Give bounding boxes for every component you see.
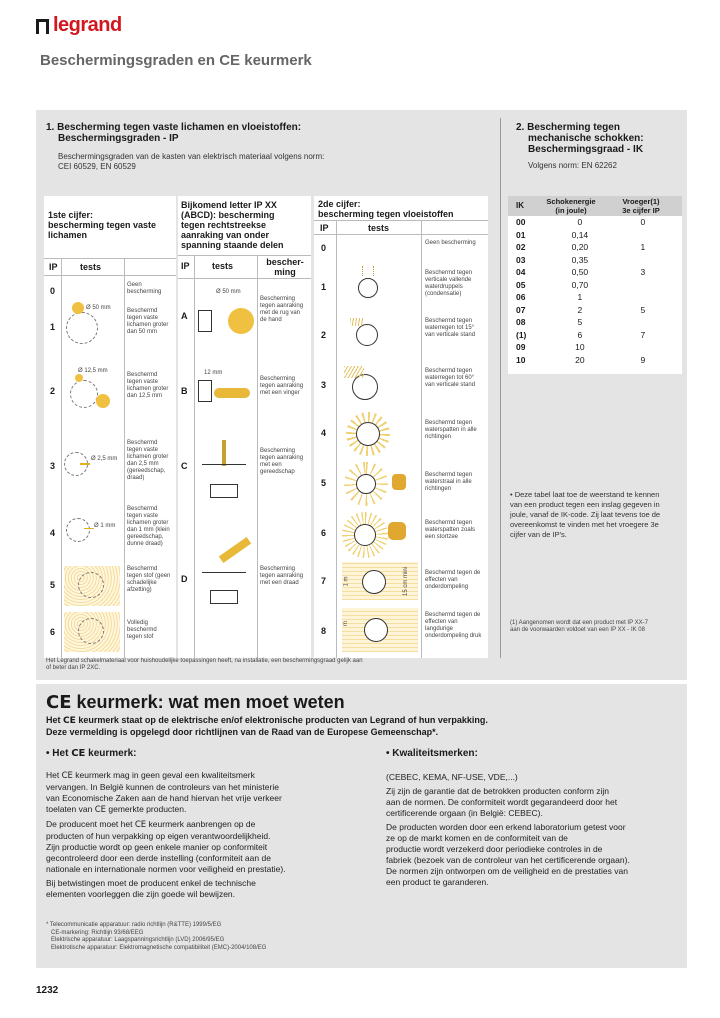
sd-1-enclosure-icon [358, 278, 378, 298]
fd-dim-1: Ø 50 mm [86, 305, 111, 311]
first-digit-header-rule [44, 275, 176, 276]
ik-joule: 1 [577, 292, 583, 303]
section-divider [500, 118, 501, 658]
fd-desc-1: Beschermd tegen vaste lichamen groter dan 50 mm [127, 308, 169, 335]
ce-p1 [46, 770, 366, 816]
sd-ip-3: 3 [321, 380, 327, 390]
ce-p1-a: Het [46, 770, 60, 780]
second-digit-col-tests: tests [368, 223, 390, 233]
sd-2-rain-icon [350, 318, 364, 326]
ce-r2-line2: aan de normen. De conformiteit wordt gegarandeerd door het [386, 797, 618, 807]
fd-test-4-wire-icon [84, 528, 94, 529]
second-digit-title-line2: bescherming tegen vloeistoffen [318, 209, 454, 219]
ik-note [510, 490, 682, 540]
sd-desc-1: Beschermd tegen verticale vallende waterdruppels (condensatie) [425, 270, 473, 297]
lt-D-box-icon [210, 590, 238, 604]
ik-joule: 0,70 [571, 279, 589, 290]
letter-title-line5: spanning staande delen [181, 240, 284, 250]
ce-p3-line2: elementen voorleggen die zijn goede wil bewijzen. [46, 889, 236, 899]
sd-desc-7: Beschermd tegen de effecten van onderdompeling [425, 570, 481, 590]
lt-desc-D: Bescherming tegen aanraking met een draad [260, 566, 304, 586]
ik-row [516, 254, 680, 267]
ik-code: 00 [516, 217, 526, 228]
section1-heading-line2: Beschermingsgraden - IP [58, 133, 179, 144]
ik-row [516, 266, 680, 279]
ik-code: 10 [516, 354, 526, 365]
ce-fn4: Elektrotische apparatuur: Elektromagnetische compatibiliteit (EMC)-2004/108/EG [51, 944, 267, 951]
first-digit-vline-ip [61, 258, 62, 658]
sd-7-enclosure-icon [362, 570, 386, 594]
sd-desc-2: Beschermd tegen waterregen tot 15° van verticale stand [425, 318, 476, 338]
ik-col-prev-line1: Vroeger(1) [622, 197, 660, 206]
ce-mark-icon: CE [94, 805, 107, 815]
lt-desc-C: Bescherming tegen aanraking met een gereedschap [260, 448, 304, 475]
ik-joule: 0,35 [571, 254, 589, 265]
sd-7-dim-15cm: 15 cm mini [403, 566, 410, 597]
lt-desc-A: Bescherming tegen aanraking met de rug van de hand [260, 296, 304, 323]
fd-test-2-finger-icon [75, 374, 83, 382]
ik-code: 03 [516, 254, 526, 265]
ce-fn1: * Telecommunicatie apparatuur: radio richtlijn (R&TTE) 1999/5/EG [46, 922, 222, 928]
sd-1-drops-icon [362, 266, 374, 276]
ik-rows [516, 216, 680, 366]
sd-ip-6: 6 [321, 528, 327, 538]
ik-col-ik: IK [516, 201, 524, 210]
ce-fn2: CE-markering: Richtlijn 93/68/EEG [51, 929, 144, 936]
ik-footnote [510, 620, 682, 634]
fd-test-1-ball-icon [72, 302, 84, 314]
ce-mark-icon: CE [61, 771, 73, 781]
ce-r3-line2: ze op de markt komen en de conformiteit van de [386, 833, 568, 843]
sd-6-person-icon [388, 522, 406, 540]
lt-C-line [202, 464, 246, 465]
letter-col-prot: bescher-ming [266, 257, 304, 277]
ik-prev: 0 [640, 217, 646, 228]
section1-intro-line2: CEI 60529, EN 60529 [58, 162, 136, 171]
ce-mark-icon: CE [134, 820, 147, 830]
ik-row [516, 291, 680, 304]
ik-code: 08 [516, 317, 526, 328]
fd-ip-4: 4 [50, 528, 56, 538]
ik-joule: 0,14 [571, 229, 589, 240]
fd-test-3-wire-icon [80, 463, 90, 465]
second-digit-header-rule [314, 234, 488, 235]
fd-test-2-test-finger-icon [96, 394, 110, 408]
ce-right-heading: • Kwaliteitsmerken: [386, 748, 478, 759]
ik-code: 07 [516, 304, 526, 315]
ce-r2 [386, 786, 686, 819]
ce-p2-line4: gecontroleerd door een derde instelling (conformiteit aan de [46, 853, 271, 863]
fd-desc-2: Beschermd tegen vaste lichamen groter dan 12,5 mm [127, 372, 169, 399]
ce-r3 [386, 822, 686, 888]
ik-code: 04 [516, 267, 526, 278]
ce-p2-line3: Zijn productie wordt op geen enkele manier op conformiteit [46, 842, 268, 852]
first-digit-title [48, 210, 156, 240]
first-digit-title-line2: bescherming tegen vaste [48, 220, 157, 230]
ik-code: 09 [516, 342, 526, 353]
ik-joule: 20 [575, 354, 585, 365]
sd-ip-2: 2 [321, 330, 327, 340]
sd-ip-7: 7 [321, 576, 327, 586]
letter-title [181, 200, 284, 250]
second-digit-divider [314, 220, 488, 221]
fd-test-2-circle [70, 380, 98, 408]
ce-title [46, 692, 345, 713]
section2-heading-line3: Beschermingsgraad - IK [528, 144, 644, 155]
ce-mark-icon: CE [46, 692, 72, 713]
ce-p2-a: De producent moet het [46, 819, 133, 829]
sd-3-rain-icon [344, 366, 364, 378]
ce-r2-line1: Zij zijn de garantie dat de betrokken producten conform zijn [386, 786, 610, 796]
sd-6-enclosure-icon [354, 524, 376, 546]
ce-p1-line1 [46, 770, 366, 782]
second-digit-title [318, 199, 454, 219]
letter-title-line1: Bijkomend letter IP XX [181, 200, 277, 210]
ik-code: 02 [516, 242, 526, 253]
lt-ip-C: C [181, 461, 188, 471]
ik-note-line4: overeenkomst te vinden met het vroegere 3e [510, 520, 659, 529]
fd-dim-4: Ø 1 mm [94, 523, 116, 529]
section1-intro [58, 152, 324, 172]
ce-mark-icon: CE [63, 716, 76, 726]
sd-4-enclosure-icon [356, 422, 380, 446]
ik-prev: 3 [640, 267, 646, 278]
lt-dim-B: 12 mm [204, 370, 223, 376]
lt-C-screwdriver-icon [222, 440, 226, 466]
ce-left-head-post: keurmerk: [88, 748, 137, 759]
ik-prev: 5 [640, 304, 646, 315]
fd-ip-6: 6 [50, 627, 56, 637]
fd-dim-3: Ø 2,5 mm [91, 456, 118, 462]
ik-prev: 1 [640, 242, 646, 253]
ip-bottom-note-line1: Het Legrand schakelmateriaal voor huishoudelijke toepassingen heeft, na installatie, een beschermingsgraad gelijk aan [46, 658, 363, 664]
ik-joule: 0,50 [571, 267, 589, 278]
ce-r1: (CEBEC, KEMA, NF-USE, VDE,...) [386, 772, 518, 782]
sd-ip-5: 5 [321, 478, 327, 488]
ik-footnote-line2: aan de voorwaarden voldoet van een IP XX - IK 08 [510, 627, 645, 633]
ce-p1-f: gemerkte producten. [108, 804, 187, 814]
ik-col-prev [604, 197, 678, 215]
first-digit-title-line1: 1ste cijfer: [48, 210, 94, 220]
ik-code: (1) [516, 329, 527, 340]
ce-left-body [46, 770, 366, 900]
ce-p1-b: keurmerk mag in geen geval een kwaliteitsmerk [75, 770, 255, 780]
section2-heading-line1: 2. Bescherming tegen [516, 122, 620, 133]
ik-footnote-line1: (1) Aangenomen wordt dat een product met IP XX-7 [510, 620, 648, 626]
ce-r3-line6: een product te garanderen. [386, 877, 489, 887]
ik-prev: 9 [640, 354, 646, 365]
ik-joule: 6 [577, 329, 583, 340]
ce-fn3: Elektrische apparatuur: Laagspanningsrichtlijn (LVD) 2006/95/EG [51, 937, 225, 943]
legrand-logo-mark-icon [36, 19, 49, 34]
letter-header-rule [178, 278, 311, 279]
ce-r3-line1: De producten worden door een erkend laboratorium getest voor [386, 822, 626, 832]
sd-5-person-icon [392, 474, 406, 490]
fd-ip-2: 2 [50, 386, 56, 396]
sd-desc-6: Beschermd tegen waterspatten zoals een stortzee [425, 520, 476, 540]
ik-row [516, 341, 680, 354]
ik-note-line5: cijfer van de IP's. [510, 530, 567, 539]
brand-name: legrand [53, 14, 122, 36]
ce-p1-e: toelaten van [46, 804, 93, 814]
ik-row [516, 354, 680, 367]
ce-r3-line4: fabriek (bezoek van de controleur van het certificerende orgaan). [386, 855, 630, 865]
ce-left-head-pre: • Het [46, 748, 69, 759]
section2-norm: Volgens norm: EN 62262 [528, 161, 617, 170]
ik-note-line3: joule, vanaf de IK-code. Zij laat tevens toe de [510, 510, 661, 519]
ik-code: 06 [516, 292, 526, 303]
fd-desc-5: Beschermd tegen stof (geen schadelijke afzetting) [127, 566, 171, 593]
ik-col-energy-line2: (in joule) [555, 206, 587, 215]
ce-p2-b: keurmerk aanbrengen op de [148, 819, 256, 829]
ce-p2 [46, 819, 366, 875]
section2-heading [516, 122, 644, 155]
page-number: 1232 [36, 985, 59, 996]
letter-vline-ip [194, 255, 195, 658]
lt-ip-D: D [181, 574, 188, 584]
section1-intro-line1: Beschermingsgraden van de kasten van elektrisch materiaal volgens norm: [58, 152, 325, 161]
letter-divider [178, 255, 311, 256]
ce-p2-line1 [46, 819, 366, 831]
ce-right-body [386, 772, 686, 888]
section1-heading [46, 122, 301, 144]
fd-ip-1: 1 [50, 322, 56, 332]
ce-p2-line5: nationale en internationale normen voor veiligheid en prestatie). [46, 864, 286, 874]
lt-A-box-icon [198, 310, 212, 332]
fd-desc-4: Beschermd tegen vaste lichamen groter dan 1 mm (klein gereedschap, dunne draad) [127, 506, 170, 547]
fd-desc-6: Volledig beschermd tegen stof [127, 620, 157, 640]
ik-prev: 7 [640, 329, 646, 340]
letter-title-line3: tegen rechtstreekse [181, 220, 267, 230]
lt-ip-B: B [181, 386, 188, 396]
sd-ip-1: 1 [321, 282, 327, 292]
second-digit-title-line1: 2de cijfer: [318, 199, 361, 209]
ce-r3-line5: De normen zijn ontworpen om de veiligheid en de prestaties van [386, 866, 628, 876]
ce-intro1-pre: Het [46, 715, 61, 725]
ik-row [516, 216, 680, 229]
second-digit-col-ip: IP [320, 223, 329, 233]
ik-joule: 2 [577, 304, 583, 315]
sd-5-enclosure-icon [356, 474, 376, 494]
lt-C-box-icon [210, 484, 238, 498]
ik-row [516, 304, 680, 317]
ik-joule: 0,20 [571, 242, 589, 253]
fd-test-6-circle [78, 618, 104, 644]
letter-col-ip: IP [181, 261, 190, 271]
fd-desc-3: Beschermd tegen vaste lichamen groter dan 2,5 mm (gereedschap, draad) [127, 440, 169, 481]
ce-p3 [46, 878, 366, 900]
sd-8-dim-m: m [343, 621, 349, 626]
sd-desc-8: Beschermd tegen de effecten van langdurige onderdompeling druk [425, 612, 482, 639]
lt-dim-A: Ø 50 mm [216, 289, 241, 295]
sd-desc-4: Beschermd tegen waterspatten in alle richtingen [425, 420, 477, 440]
ce-footnotes [46, 922, 446, 952]
fd-dim-2: Ø 12,5 mm [78, 368, 108, 374]
lt-B-box-icon [198, 380, 212, 402]
sd-desc-5: Beschermd tegen waterstraal in alle richtingen [425, 472, 473, 492]
first-digit-col-ip: IP [49, 262, 58, 272]
letter-title-line4: aanraking van onder [181, 230, 270, 240]
ce-p1-line3: van Economische Zaken aan de hand hiervan het vrije verkeer [46, 793, 282, 803]
legrand-logo [36, 14, 122, 37]
lt-B-finger-icon [214, 388, 250, 398]
ce-r2-line3: certificerende orgaan (in België: CEBEC). [386, 808, 543, 818]
sd-desc-3: Beschermd tegen waterregen tot 60° van verticale stand [425, 368, 476, 388]
ik-row [516, 316, 680, 329]
ik-row [516, 241, 680, 254]
ik-col-prev-line2: 3e cijfer IP [622, 206, 660, 215]
first-digit-title-line3: lichamen [48, 230, 88, 240]
fd-ip-5: 5 [50, 580, 56, 590]
ik-col-energy [538, 197, 604, 215]
ik-row [516, 229, 680, 242]
lt-D-line [202, 572, 246, 573]
sd-2-enclosure-icon [356, 324, 378, 346]
lt-ip-A: A [181, 311, 188, 321]
ce-intro-line2: Deze vermelding is opgelegd door richtlijnen van de Raad van de Europese Gemeenschap*. [46, 727, 439, 737]
first-digit-col-tests: tests [80, 262, 102, 272]
first-digit-divider [44, 258, 176, 259]
fd-ip-0: 0 [50, 286, 56, 296]
ik-joule: 5 [577, 317, 583, 328]
letter-col-tests: tests [212, 261, 234, 271]
fd-test-4-circle [66, 518, 90, 542]
letter-vline-tests [257, 255, 258, 658]
ce-r3-line3: productie wordt verzekerd door periodieke controles in de [386, 844, 603, 854]
ik-row [516, 279, 680, 292]
fd-test-5-circle [78, 572, 104, 598]
ce-left-heading [46, 748, 137, 759]
fd-test-1-circle [66, 312, 98, 344]
ip-bottom-note [46, 658, 486, 672]
section2-heading-line2: mechanische schokken: [528, 133, 644, 144]
section1-heading-line1: 1. Bescherming tegen vaste lichamen en vloeistoffen: [46, 122, 302, 133]
lt-A-ball-icon [228, 308, 254, 334]
fd-desc-0: Geen bescherming [127, 282, 162, 295]
sd-ip-0: 0 [321, 243, 327, 253]
ik-col-energy-line1: Schokenergie [546, 197, 596, 206]
ik-note-line2: van een product tegen een inslag gegeven in [510, 500, 660, 509]
ip-bottom-note-line2: of beter dan IP 2XC. [46, 665, 101, 671]
ce-p3-line1: Bij betwistingen moet de producent enkel de technische [46, 878, 256, 888]
ik-joule: 10 [575, 342, 585, 353]
page-title: Beschermingsgraden en CE keurmerk [40, 52, 312, 69]
ik-joule: 0 [577, 217, 583, 228]
lt-desc-B: Bescherming tegen aanraking met een vinger [260, 376, 304, 396]
ik-note-line1: • Deze tabel laat toe de weerstand te kennen [510, 490, 660, 499]
ik-code: 05 [516, 279, 526, 290]
ik-row [516, 329, 680, 342]
second-digit-vline-tests [421, 220, 422, 658]
first-digit-vline-tests [124, 258, 125, 658]
ce-intro-line1 [46, 715, 488, 727]
letter-title-line2: (ABCD): bescherming [181, 210, 275, 220]
fd-ip-3: 3 [50, 461, 56, 471]
ce-mark-icon: CE [71, 748, 86, 759]
sd-desc-0: Geen bescherming [425, 240, 476, 246]
ce-intro1-post: keurmerk staat op de elektrische en/of elektronische producten van Legrand of hun verpakking. [78, 715, 488, 725]
ce-p1-line4 [46, 804, 366, 816]
sd-8-enclosure-icon [364, 618, 388, 642]
sd-7-dim-1m: 1 m [343, 576, 350, 587]
ce-p1-line2: vervangen. In België kunnen de controleurs van het ministerie [46, 782, 279, 792]
ce-intro [46, 715, 488, 738]
ik-code: 01 [516, 229, 526, 240]
ce-p2-line2: producten of hun verpakking op eigen verantwoordelijkheid. [46, 831, 271, 841]
sd-ip-4: 4 [321, 428, 327, 438]
sd-ip-8: 8 [321, 626, 327, 636]
ce-title-text: keurmerk: wat men moet weten [76, 692, 345, 712]
second-digit-vline-ip [336, 220, 337, 658]
